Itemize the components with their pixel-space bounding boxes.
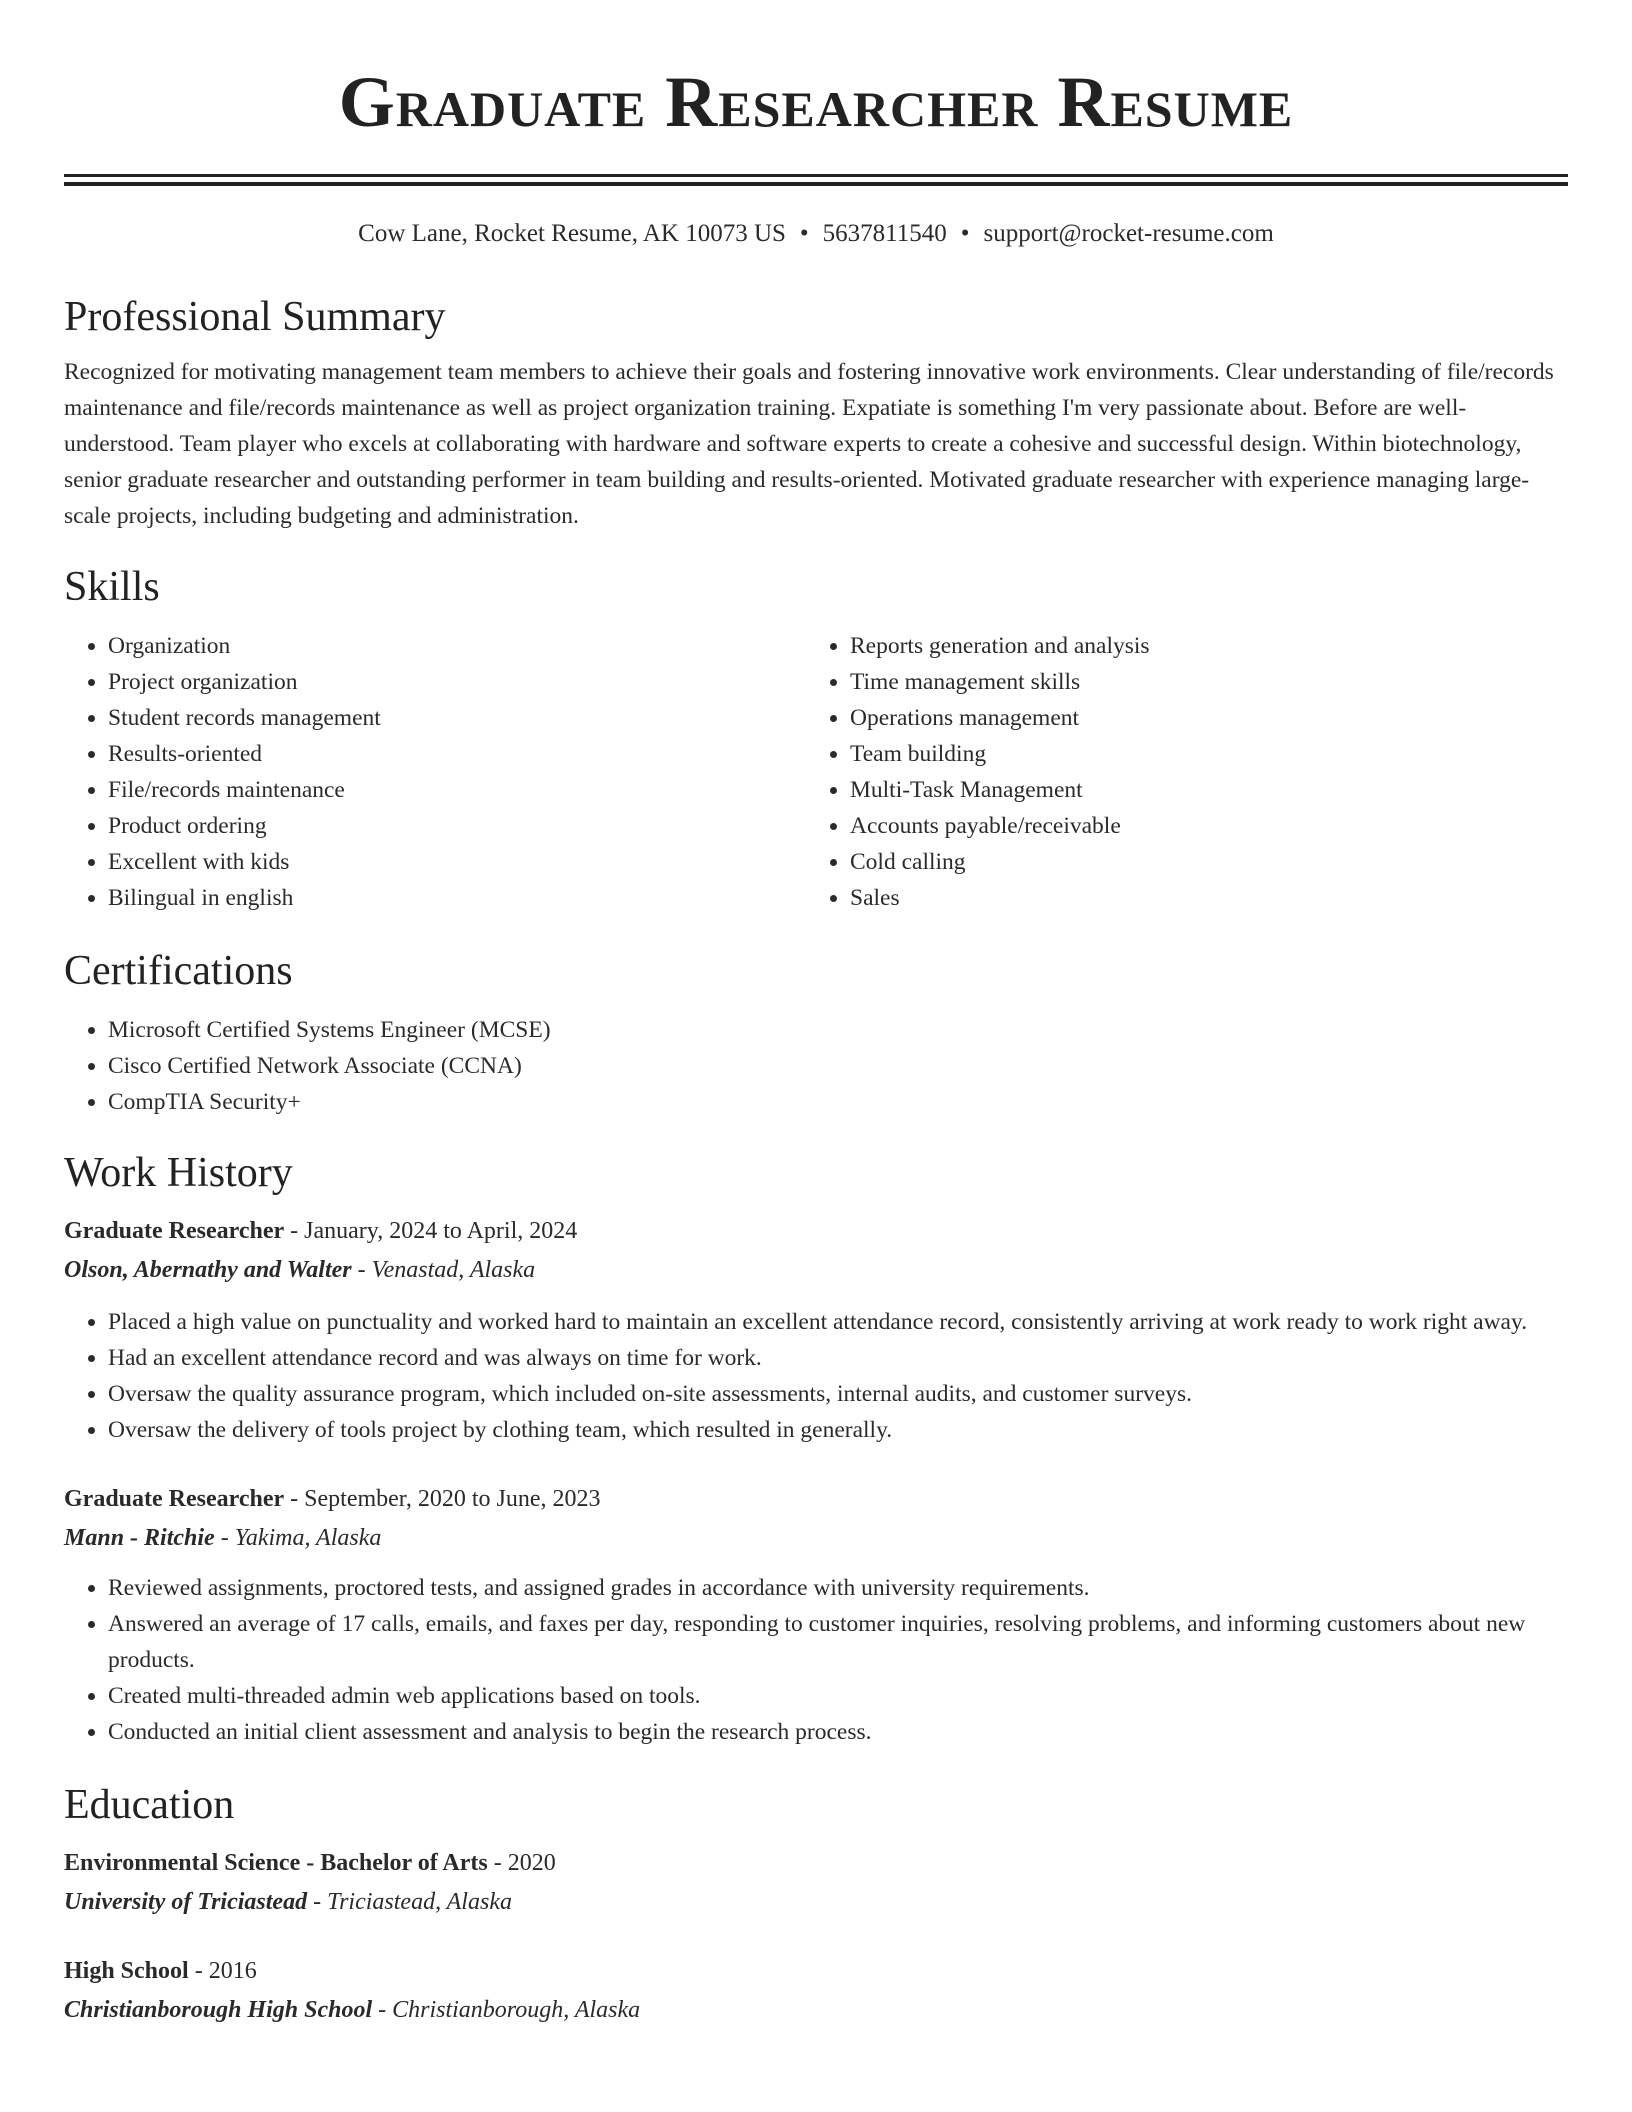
skill-item: • Sales xyxy=(850,880,1548,916)
education-degree-line xyxy=(64,1844,1568,1882)
contact-phone: 5637811540 xyxy=(822,220,947,247)
job-company-line xyxy=(64,1518,1568,1558)
job-bullet: • Oversaw the delivery of tools project by clothing team, which resulted in generally. xyxy=(108,1412,1568,1448)
job-bullet: • Conducted an initial client assessment and analysis to begin the research process. xyxy=(108,1714,1568,1750)
skill-item: • Excellent with kids xyxy=(108,844,806,880)
education-school: University of Triciastead xyxy=(64,1889,308,1915)
job-company-line xyxy=(64,1250,1568,1290)
job-bullet: • Reviewed assignments, proctored tests, and assigned grades in accordance with university requirements. xyxy=(108,1570,1568,1606)
contact-separator: • xyxy=(799,220,809,247)
contact-address: Cow Lane, Rocket Resume, AK 10073 US xyxy=(358,220,786,247)
job-company: Mann - Ritchie xyxy=(64,1525,215,1551)
education-location: - Christianborough, Alaska xyxy=(372,1997,641,2023)
job-title-line xyxy=(64,1212,1568,1250)
education-entry xyxy=(64,1844,1568,1922)
job-dates: - January, 2024 to April, 2024 xyxy=(284,1218,578,1244)
skill-item: • Multi-Task Management xyxy=(850,772,1548,808)
education-heading: Education xyxy=(64,1782,235,1828)
skill-item: • Operations management xyxy=(850,700,1548,736)
job-bullet: • Answered an average of 17 calls, emails, and faxes per day, responding to customer inquiries, resolving problems, and informing customers about new products. xyxy=(108,1606,1568,1678)
skills-column-right xyxy=(806,628,1548,916)
skill-item: • Project organization xyxy=(108,664,806,700)
skill-item: • Results-oriented xyxy=(108,736,806,772)
skill-item: • Accounts payable/receivable xyxy=(850,808,1548,844)
education-degree: Environmental Science - Bachelor of Arts xyxy=(64,1850,488,1876)
skill-item: • Team building xyxy=(850,736,1548,772)
job-company: Olson, Abernathy and Walter xyxy=(64,1257,352,1283)
skill-item: • Student records management xyxy=(108,700,806,736)
education-year: - 2020 xyxy=(487,1850,556,1876)
skill-item: • File/records maintenance xyxy=(108,772,806,808)
skill-item: • Organization xyxy=(108,628,806,664)
work-history-heading: Work History xyxy=(64,1150,293,1196)
certifications-heading: Certifications xyxy=(64,948,293,994)
resume-title: Graduate Researcher Resume xyxy=(338,62,1294,142)
job-bullets xyxy=(64,1304,1568,1448)
skills-column-left xyxy=(64,628,806,916)
job-title: Graduate Researcher xyxy=(64,1486,285,1512)
certification-item: • Microsoft Certified Systems Engineer (MCSE) xyxy=(108,1012,1568,1048)
skills-columns xyxy=(64,628,1568,916)
job-location: - Yakima, Alaska xyxy=(214,1525,382,1551)
job-bullet: • Had an excellent attendance record and was always on time for work. xyxy=(108,1340,1568,1376)
education-school: Christianborough High School xyxy=(64,1997,373,2023)
skills-heading: Skills xyxy=(64,564,160,610)
skill-item: • Bilingual in english xyxy=(108,880,806,916)
job-bullet: • Placed a high value on punctuality and worked hard to maintain an excellent attendance record, consistently arriving at work ready to work right away. xyxy=(108,1304,1568,1340)
contact-email: support@rocket-resume.com xyxy=(983,220,1274,247)
job-bullet: • Created multi-threaded admin web applications based on tools. xyxy=(108,1678,1568,1714)
education-year: - 2016 xyxy=(188,1958,257,1984)
education-school-line xyxy=(64,1882,1568,1922)
certifications-list xyxy=(64,1012,1568,1120)
skill-item: • Time management skills xyxy=(850,664,1548,700)
contact-line xyxy=(64,220,1568,248)
education-location: - Triciastead, Alaska xyxy=(307,1889,512,1915)
job-dates: - September, 2020 to June, 2023 xyxy=(284,1486,601,1512)
job-location: - Venastad, Alaska xyxy=(351,1257,536,1283)
job-bullets xyxy=(64,1570,1568,1750)
certification-item: • Cisco Certified Network Associate (CCNA) xyxy=(108,1048,1568,1084)
skill-item: • Reports generation and analysis xyxy=(850,628,1548,664)
education-degree: High School xyxy=(64,1958,189,1984)
job-entry xyxy=(64,1480,1568,1750)
education-degree-line xyxy=(64,1952,1568,1990)
job-entry xyxy=(64,1212,1568,1448)
skill-item: • Product ordering xyxy=(108,808,806,844)
contact-separator: • xyxy=(960,220,970,247)
certification-item: • CompTIA Security+ xyxy=(108,1084,1568,1120)
summary-heading: Professional Summary xyxy=(64,294,446,340)
skill-item: • Cold calling xyxy=(850,844,1548,880)
education-school-line xyxy=(64,1990,1568,2030)
job-title: Graduate Researcher xyxy=(64,1218,285,1244)
title-divider xyxy=(64,174,1568,186)
education-entry xyxy=(64,1952,1568,2030)
job-title-line xyxy=(64,1480,1568,1518)
job-bullet: • Oversaw the quality assurance program, which included on-site assessments, internal audits, and customer surveys. xyxy=(108,1376,1568,1412)
summary-text: Recognized for motivating management team members to achieve their goals and fostering innovative work environments. Clear understanding of file/records maintenance and file/records maintenance as well as project organization training. Expatiate is something I'm very passionate about. Before are well-understood. Team player who excels at collaborating with hardware and software experts to create a cohesive and successful design. Within biotechnology, senior graduate researcher and outstanding performer in team building and results-oriented. Motivated graduate researcher with experience managing large-scale projects, including budgeting and administration. xyxy=(64,359,1554,529)
